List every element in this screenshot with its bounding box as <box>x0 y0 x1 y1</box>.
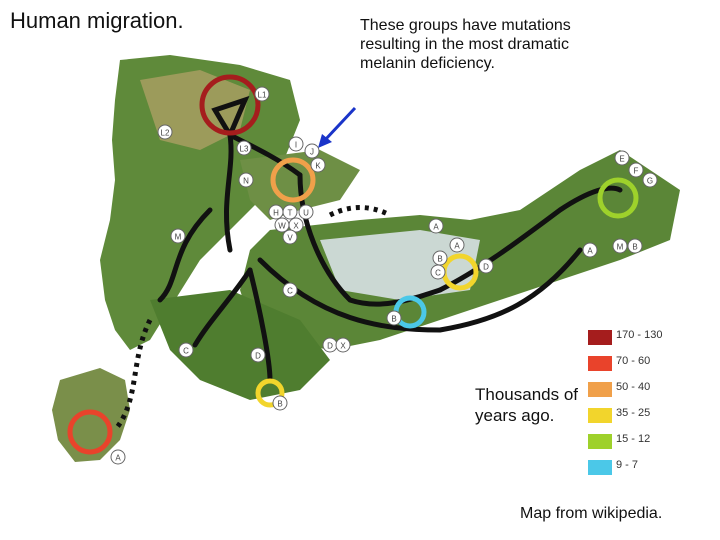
haplogroup-marker <box>299 205 313 219</box>
map-credit: Map from wikipedia. <box>520 505 663 522</box>
haplogroup-marker-label: K <box>315 161 321 171</box>
haplogroup-marker-label: M <box>174 232 182 242</box>
haplogroup-marker-label: L1 <box>257 90 267 100</box>
continent-australia <box>52 368 130 462</box>
annotation-text: These groups have mutations resulting in the most dramatic melanin deficiency. <box>360 17 571 72</box>
haplogroup-marker-label: A <box>433 222 439 232</box>
haplogroup-marker-label: A <box>587 246 593 256</box>
haplogroup-marker-label: A <box>115 453 121 463</box>
haplogroup-marker <box>615 151 629 165</box>
pointer-arrow <box>325 108 355 140</box>
haplogroup-marker-label: D <box>483 262 489 272</box>
haplogroup-marker-label: M <box>616 242 624 252</box>
haplogroup-marker <box>629 163 643 177</box>
haplogroup-marker-label: B <box>391 314 397 324</box>
haplogroup-marker <box>179 343 193 357</box>
legend-swatch <box>588 382 612 397</box>
haplogroup-marker <box>251 348 265 362</box>
legend-swatch <box>588 330 612 345</box>
legend-label: 170 - 130 <box>616 329 663 341</box>
haplogroup-marker-label: V <box>287 233 293 243</box>
haplogroup-marker <box>283 205 297 219</box>
haplogroup-marker-label: I <box>294 140 298 150</box>
haplogroup-marker <box>171 229 185 243</box>
haplogroup-marker <box>336 338 350 352</box>
haplogroup-marker <box>305 144 319 158</box>
thousands-label: Thousands of years ago. <box>475 385 579 425</box>
haplogroup-marker-label: G <box>646 176 654 186</box>
haplogroup-marker <box>643 173 657 187</box>
haplogroup-marker-label: U <box>303 208 309 218</box>
legend-row <box>588 456 698 478</box>
haplogroup-marker-label: C <box>183 346 189 356</box>
haplogroup-marker <box>289 137 303 151</box>
haplogroup-marker <box>433 251 447 265</box>
haplogroup-marker-label: B <box>437 254 443 264</box>
haplogroup-marker <box>431 265 445 279</box>
haplogroup-marker <box>283 283 297 297</box>
haplogroup-marker <box>628 239 642 253</box>
haplogroup-marker-label: N <box>243 176 249 186</box>
legend-label: 9 - 7 <box>616 459 639 471</box>
legend-label: 50 - 40 <box>616 381 651 393</box>
haplogroup-marker <box>323 338 337 352</box>
haplogroup-marker-label: X <box>340 341 346 351</box>
haplogroup-marker-label: C <box>435 268 441 278</box>
haplogroup-marker <box>311 158 325 172</box>
haplogroup-marker <box>158 125 172 139</box>
haplogroup-marker-label: W <box>278 221 286 231</box>
page-title: Human migration. <box>10 8 184 33</box>
haplogroup-marker-label: D <box>255 351 261 361</box>
haplogroup-marker <box>269 205 283 219</box>
haplogroup-marker-label: X <box>293 221 299 231</box>
haplogroup-marker-label: E <box>619 154 625 164</box>
haplogroup-marker <box>583 243 597 257</box>
haplogroup-marker-label: L2 <box>160 128 170 138</box>
legend-label: 15 - 12 <box>616 433 651 445</box>
haplogroup-marker <box>239 173 253 187</box>
legend-label: 35 - 25 <box>616 407 651 419</box>
legend-swatch <box>588 460 612 475</box>
legend-row <box>588 378 698 400</box>
haplogroup-marker <box>273 396 287 410</box>
haplogroup-marker <box>450 238 464 252</box>
haplogroup-marker-label: D <box>327 341 333 351</box>
haplogroup-marker-label: B <box>277 399 283 409</box>
haplogroup-marker-label: H <box>273 208 279 218</box>
haplogroup-marker-label: C <box>287 286 293 296</box>
legend-swatch <box>588 408 612 423</box>
legend-label: 70 - 60 <box>616 355 651 367</box>
haplogroup-marker-label: T <box>287 208 293 218</box>
legend-swatch <box>588 356 612 371</box>
haplogroup-marker <box>255 87 269 101</box>
haplogroup-marker <box>275 218 289 232</box>
haplogroup-marker <box>479 259 493 273</box>
haplogroup-marker-label: J <box>310 147 314 157</box>
haplogroup-marker-label: F <box>633 166 639 176</box>
haplogroup-marker <box>237 141 251 155</box>
legend-row <box>588 430 698 452</box>
haplogroup-marker <box>613 239 627 253</box>
haplogroup-marker-label: A <box>454 241 460 251</box>
legend-row <box>588 352 698 374</box>
haplogroup-marker <box>387 311 401 325</box>
legend-row <box>588 404 698 426</box>
legend-swatch <box>588 434 612 449</box>
legend-row <box>588 326 698 348</box>
haplogroup-marker-label: L3 <box>239 144 249 154</box>
haplogroup-marker <box>111 450 125 464</box>
haplogroup-marker <box>283 230 297 244</box>
haplogroup-marker <box>429 219 443 233</box>
haplogroup-marker-label: B <box>632 242 638 252</box>
